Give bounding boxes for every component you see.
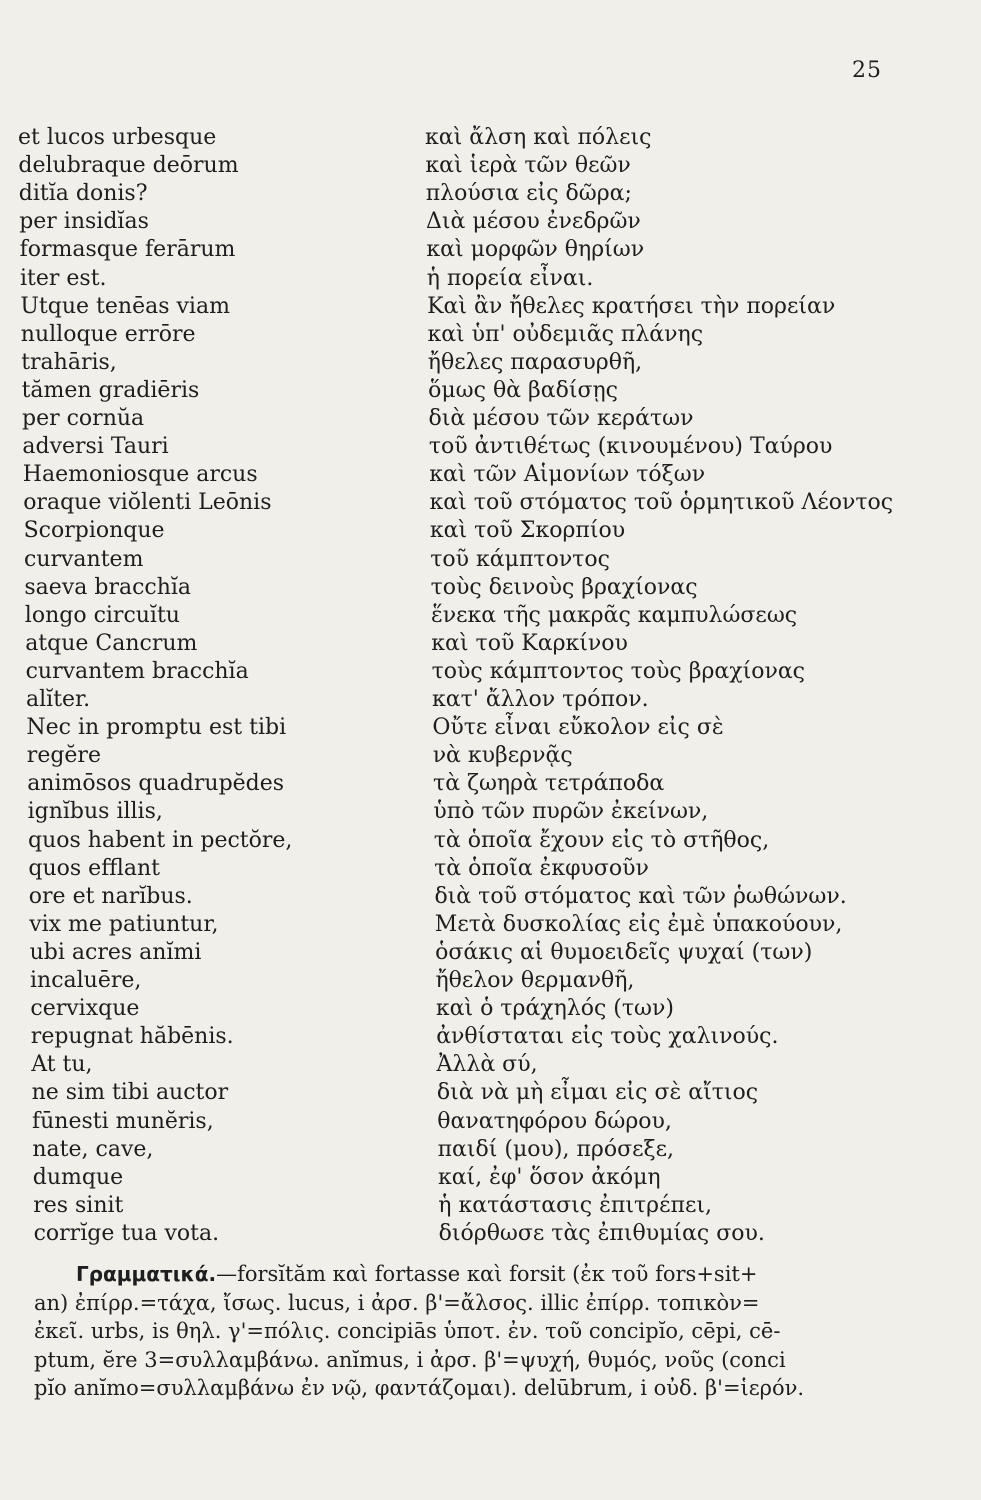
greek-line: διὰ τοῦ στόματος καὶ τῶν ῥωθώνων. — [434, 883, 847, 909]
greek-line: ἤθελες παρασυρθῆ, — [427, 349, 643, 375]
latin-line: trahāris, — [21, 349, 117, 375]
greek-line: καὶ τοῦ στόματος τοῦ ὁρμητικοῦ Λέοντος — [429, 490, 894, 516]
greek-line: ἡ κατάστασις ἐπιτρέπει, — [438, 1192, 712, 1218]
greek-line: ἡ πορεία εἶναι. — [426, 265, 594, 291]
latin-line: res sinit — [33, 1192, 124, 1218]
greek-line: τὰ ὁποῖα ἔχουν εἰς τὸ στῆθος, — [433, 827, 770, 853]
latin-line: quos habent in pectŏre, — [28, 827, 293, 853]
latin-line: Utque tenēas viam — [20, 293, 230, 319]
greek-line: ἀνθίσταται εἰς τοὺς χαλινούς. — [436, 1024, 779, 1050]
latin-line: ignĭbus illis, — [27, 799, 163, 825]
greek-line: τοὺς κάμπτοντος τοὺς βραχίονας — [431, 658, 805, 684]
greek-line: διὰ νὰ μὴ εἶμαι εἰς σὲ αἴτιος — [436, 1080, 759, 1106]
latin-line: nate, cave, — [32, 1136, 154, 1162]
greek-line: Ἀλλὰ σύ, — [436, 1052, 538, 1078]
greek-line: παιδί (μου), πρόσεξε, — [437, 1136, 675, 1162]
latin-line: tămen gradiēris — [21, 377, 200, 403]
greek-line: ἕνεκα τῆς μακρᾶς καμπυλώσεως — [430, 602, 798, 628]
greek-line: καὶ τοῦ Σκορπίου — [429, 518, 626, 544]
notes-line-5: pĭo anĭmo=συλλαμβάνω ἐν νῷ, φαντάζομαι). delūbrum, i οὐδ. β'=ἱερόν. — [34, 1376, 805, 1400]
greek-line: Διὰ μέσου ἐνεδρῶν — [426, 209, 641, 235]
greek-line: τοῦ ἀντιθέτως (κινουμένου) Ταύρου — [428, 434, 833, 460]
latin-line: ne sim tibi auctor — [31, 1080, 229, 1106]
latin-line: adversi Tauri — [22, 434, 169, 460]
greek-line: Καὶ ἂν ἤθελες κρατήσει τὴν πορείαν — [427, 293, 836, 319]
greek-line: νὰ κυβερνᾷς — [432, 743, 573, 769]
latin-line: ore et narĭbus. — [28, 883, 193, 909]
latin-line: delubraque deōrum — [18, 153, 239, 179]
greek-line: ὑπὸ τῶν πυρῶν ἐκείνων, — [433, 799, 709, 825]
greek-line: τοὺς δεινοὺς βραχίονας — [430, 574, 698, 600]
latin-line: corrĭge tua vota. — [33, 1220, 220, 1246]
greek-line: καὶ ἄλση καὶ πόλεις — [425, 125, 652, 150]
greek-line: ὅμως θὰ βαδίσῃς — [428, 377, 618, 403]
notes-line-4: ptum, ĕre 3=συλλαμβάνω. anĭmus, i ἀρσ. β'=ψυχή, θυμός, νοῦς (conci — [34, 1347, 786, 1372]
latin-line: curvantem — [24, 546, 144, 572]
latin-line: saeva bracchĭa — [24, 574, 192, 600]
greek-line: Οὔτε εἶναι εὔκολον εἰς σὲ — [432, 715, 724, 741]
latin-line: Haemoniosque arcus — [22, 462, 258, 488]
grammar-notes — [30, 1260, 930, 1403]
notes-text-1: —forsĭtăm καὶ fortasse καὶ forsit (ἐκ τοῦ fors+sit+ — [216, 1262, 758, 1286]
notes-heading: Γραμματικά. — [76, 1262, 217, 1286]
greek-line: τὰ ζωηρὰ τετράποδα — [433, 771, 665, 797]
greek-line: διόρθωσε τὰς ἐπιθυμίας σου. — [438, 1220, 765, 1246]
latin-line: incaluēre, — [30, 968, 142, 993]
notes-line-1 — [30, 1260, 930, 1289]
latin-line: oraque viŏlenti Leōnis — [23, 490, 272, 516]
latin-line: regĕre — [26, 743, 101, 769]
latin-line: ubi acres anĭmi — [29, 939, 202, 965]
greek-line: θανατηφόρου δώρου, — [437, 1108, 672, 1134]
greek-line: πλούσια εἰς δῶρα; — [425, 181, 632, 207]
greek-line: καὶ μορφῶν θηρίων — [426, 237, 645, 263]
latin-line: Scorpionque — [23, 518, 165, 544]
greek-line: ὁσάκις αἱ θυμοειδεῖς ψυχαί (των) — [435, 939, 813, 965]
latin-line: atque Cancrum — [25, 630, 198, 656]
greek-line: τοῦ κάμπτοντος — [430, 546, 610, 572]
latin-line: nulloque errōre — [20, 321, 196, 347]
latin-line: At tu, — [31, 1052, 93, 1078]
latin-line: alĭter. — [26, 687, 91, 712]
latin-line: fūnesti munĕris, — [32, 1108, 214, 1134]
greek-line: καὶ ἱερὰ τῶν θεῶν — [425, 153, 631, 179]
greek-line: καὶ ὑπ' οὐδεμιᾶς πλάνης — [427, 321, 704, 347]
latin-line: curvantem bracchĭa — [25, 658, 249, 684]
latin-line: Nec in promptu est tibi — [26, 715, 287, 741]
latin-line: ditĭa donis? — [18, 181, 148, 207]
latin-line: iter est. — [20, 265, 107, 291]
latin-line: quos efflant — [28, 855, 160, 881]
page-number: 25 — [852, 58, 882, 83]
latin-line: cervixque — [30, 996, 140, 1022]
greek-line: καὶ τοῦ Καρκίνου — [431, 630, 628, 656]
latin-line: repugnat hăbēnis. — [30, 1024, 234, 1050]
notes-line-2: an) ἐπίρρ.=τάχα, ἴσως. lucus, i ἀρσ. β'=ἄλσος. illic ἐπίρρ. τοπικὸν= — [34, 1290, 760, 1315]
latin-line: dumque — [32, 1164, 124, 1190]
latin-line: et lucos urbesque — [18, 125, 217, 150]
greek-line: κατ' ἄλλον τρόπον. — [432, 687, 649, 712]
latin-line: vix me patiuntur, — [29, 911, 219, 937]
latin-line: animōsos quadrupĕdes — [27, 771, 285, 797]
greek-line: διὰ μέσου τῶν κεράτων — [428, 406, 694, 431]
greek-line: ἤθελον θερμανθῆ, — [435, 968, 635, 993]
greek-line: Μετὰ δυσκολίας εἰς ἐμὲ ὑπακούουν, — [434, 911, 843, 937]
greek-line: τὰ ὁποῖα ἐκφυσοῦν — [434, 855, 649, 881]
latin-line: longo circuĭtu — [24, 602, 180, 628]
greek-line: καί, ἐφ' ὅσον ἀκόμη — [437, 1164, 661, 1190]
latin-line: per insidĭas — [19, 209, 149, 235]
latin-line: formasque ferārum — [19, 237, 236, 263]
notes-line-3: ἐκεῖ. urbs, is θηλ. γ'=πόλις. concipiās ὑποτ. ἐν. τοῦ concipĭo, cēpi, cē- — [34, 1319, 781, 1343]
latin-line: per cornŭa — [22, 406, 145, 431]
greek-line: καὶ τῶν Αἱμονίων τόξων — [429, 462, 706, 488]
greek-line: καὶ ὁ τράχηλός (των) — [435, 996, 674, 1022]
